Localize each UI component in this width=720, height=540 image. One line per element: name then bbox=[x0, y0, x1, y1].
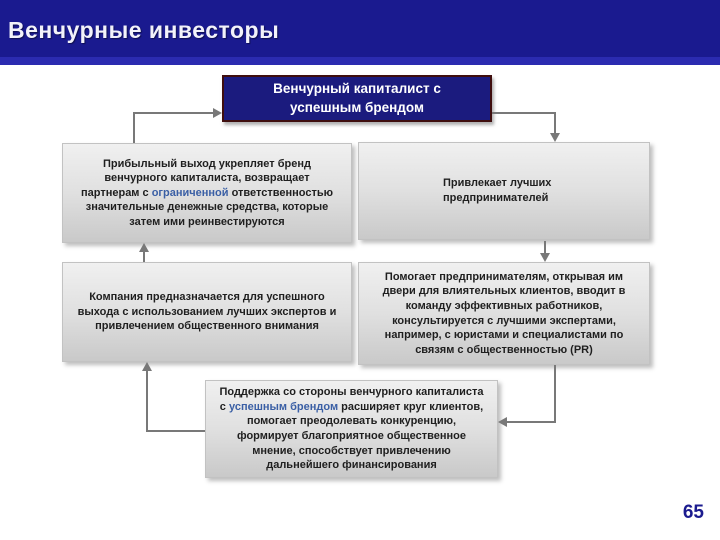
connector-leftbox1-to-center-hline bbox=[133, 112, 213, 114]
box-brand-support-highlight: успешным брендом bbox=[228, 400, 339, 413]
connector-rightbox2-to-bottom-vline bbox=[554, 365, 556, 423]
center-box-line2: успешным брендом bbox=[290, 99, 424, 115]
box-brand-support-pre: Поддержка со стороны венчурного капиталиста с bbox=[219, 386, 484, 413]
box-profitable-exit-text bbox=[75, 157, 339, 230]
box-attracts-entrepreneurs-text: Привлекает лучших предпринимателей bbox=[443, 177, 552, 204]
box-profitable-exit-post: ответственностью значительные денежные средства, которые затем ими реинвестируются bbox=[85, 186, 333, 228]
arrowhead-into-leftbox1-icon bbox=[139, 243, 149, 252]
center-box-line1: Венчурный капиталист с bbox=[273, 81, 441, 97]
box-profitable-exit bbox=[62, 143, 352, 243]
box-brand-support bbox=[205, 380, 498, 478]
box-attracts-entrepreneurs bbox=[358, 142, 650, 240]
arrowhead-into-bottombox-icon bbox=[498, 417, 507, 427]
arrowhead-into-rightbox2-icon bbox=[540, 253, 550, 262]
box-helps-entrepreneurs bbox=[358, 262, 650, 365]
arrowhead-into-rightbox1-icon bbox=[550, 133, 560, 142]
center-box-venture-capitalist bbox=[222, 75, 492, 122]
box-brand-support-text bbox=[216, 385, 487, 472]
page-number: 65 bbox=[682, 502, 704, 523]
box-helps-entrepreneurs-text: Помогает предпринимателям, открывая им двери для влиятельных клиентов, вводит в команду эффективных работников, консультируется с лучшими экспертами, например, с юристами и специалистами по связям с общественностью (PR) bbox=[382, 270, 626, 356]
box-company-exit-text: Компания предназначается для успешного выхода с использованием лучших экспертов и привлечением общественного внимания bbox=[77, 291, 337, 333]
arrowhead-into-center-icon bbox=[213, 108, 222, 118]
box-profitable-exit-highlight: ограниченной bbox=[151, 186, 229, 199]
box-brand-support-post: расширяет круг клиентов, помогает преодолевать конкуренцию, формирует благоприятное общественное мнение, способствует привлечению дальнейшего финансирования bbox=[236, 400, 484, 472]
connector-bottom-to-leftbox2-hline bbox=[146, 430, 205, 432]
connector-bottom-to-leftbox2-vline bbox=[146, 371, 148, 432]
box-company-exit bbox=[62, 262, 352, 362]
header-accent-stripe bbox=[0, 57, 720, 65]
connector-leftbox2-to-leftbox1-vline bbox=[143, 252, 145, 262]
connector-center-to-rightbox1-vline bbox=[554, 112, 556, 134]
connector-rightbox2-to-bottom-hline bbox=[507, 421, 556, 423]
connector-center-to-rightbox1-hline bbox=[492, 112, 556, 114]
slide-title: Венчурные инвесторы bbox=[8, 17, 280, 43]
box-profitable-exit-pre: Прибыльный выход укрепляет бренд венчурного капиталиста, возвращает партнерам с bbox=[80, 157, 311, 199]
connector-leftbox1-to-center-vline bbox=[133, 112, 135, 143]
arrowhead-into-leftbox2-icon bbox=[142, 362, 152, 371]
